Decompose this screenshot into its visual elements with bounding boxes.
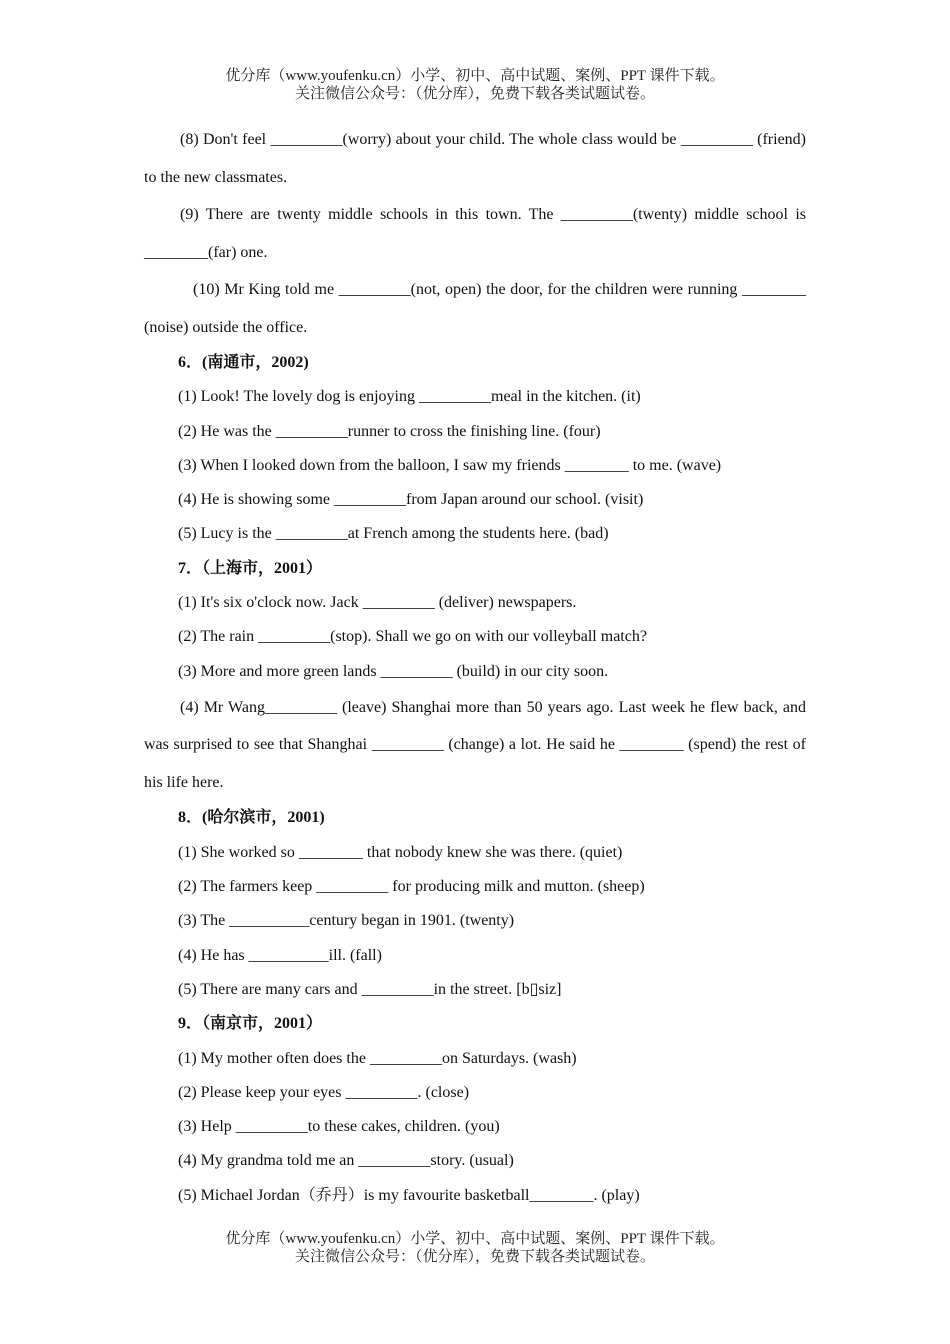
section-7-item-1: (1) It's six o'clock now. Jack _________ (deliver) newspapers. [178,594,577,612]
section-9-item-4: (4) My grandma told me an _________story. (usual) [178,1152,514,1170]
section-9-item-3: (3) Help _________to these cakes, children. (you) [178,1118,500,1136]
section-8-item-5: (5) There are many cars and _________in the street. [b▯siz] [178,980,562,998]
section-9-item-2: (2) Please keep your eyes _________. (close) [178,1083,470,1101]
section-7-item-2: (2) The rain _________(stop). Shall we go on with our volleyball match? [178,628,647,646]
question-10: (10) Mr King told me _________(not, open) the door, for the children were running ________ (noise) outside the office. [144,281,806,336]
page-footer [0,1230,950,1266]
section-7-item-4: (4) Mr Wang_________ (leave) Shanghai more than 50 years ago. Last week he flew back, and was surprised to see that Shanghai _________ (change) a lot. He said he ________ (spend) the rest of his life here. [144,698,806,791]
section-6-item-5: (5) Lucy is the _________at French among the students here. (bad) [178,525,609,543]
question-8: (8) Don't feel _________(worry) about your child. The whole class would be _________ (friend) to the new classmates. [144,131,806,186]
footer-line-2: 关注微信公众号：（优分库），免费下载各类试题试卷。 [294,1249,655,1265]
section-8-item-2: (2) The farmers keep _________ for producing milk and mutton. (sheep) [178,878,645,896]
section-7-item-3: (3) More and more green lands _________ (build) in our city soon. [178,662,609,680]
section-9-heading: 9．（南京市，2001） [178,1015,323,1033]
section-9-item-1: (1) My mother often does the _________on Saturdays. (wash) [178,1049,577,1067]
section-6-item-2: (2) He was the _________runner to cross the finishing line. (four) [178,422,601,440]
header-line-1: 优分库（www.youfenku.cn）小学、初中、高中试题、案例、PPT 课件下载。 [225,68,725,84]
section-7-heading: 7．（上海市，2001） [178,559,323,577]
section-8-item-1: (1) She worked so ________ that nobody knew she was there. (quiet) [178,843,623,861]
question-9: (9) There are twenty middle schools in this town. The _________(twenty) middle school is ________(far) one. [144,206,806,261]
header-line-2: 关注微信公众号：（优分库），免费下载各类试题试卷。 [294,86,655,102]
section-9-item-5: (5) Michael Jordan（乔丹）is my favourite basketball________. (play) [178,1186,640,1204]
exercise-content [144,121,806,1213]
section-8-item-3: (3) The __________century began in 1901. (twenty) [178,912,515,930]
page-header [0,67,950,103]
section-6-item-4: (4) He is showing some _________from Japan around our school. (visit) [178,491,644,509]
section-6-item-1: (1) Look! The lovely dog is enjoying _________meal in the kitchen. (it) [178,388,641,406]
footer-line-1: 优分库（www.youfenku.cn）小学、初中、高中试题、案例、PPT 课件下载。 [225,1231,725,1247]
section-8-heading: 8．(哈尔滨市，2001) [178,809,325,827]
section-6-heading: 6．(南通市，2002) [178,354,309,371]
section-6-item-3: (3) When I looked down from the balloon, I saw my friends ________ to me. (wave) [178,456,722,474]
section-8-item-4: (4) He has __________ill. (fall) [178,946,382,964]
